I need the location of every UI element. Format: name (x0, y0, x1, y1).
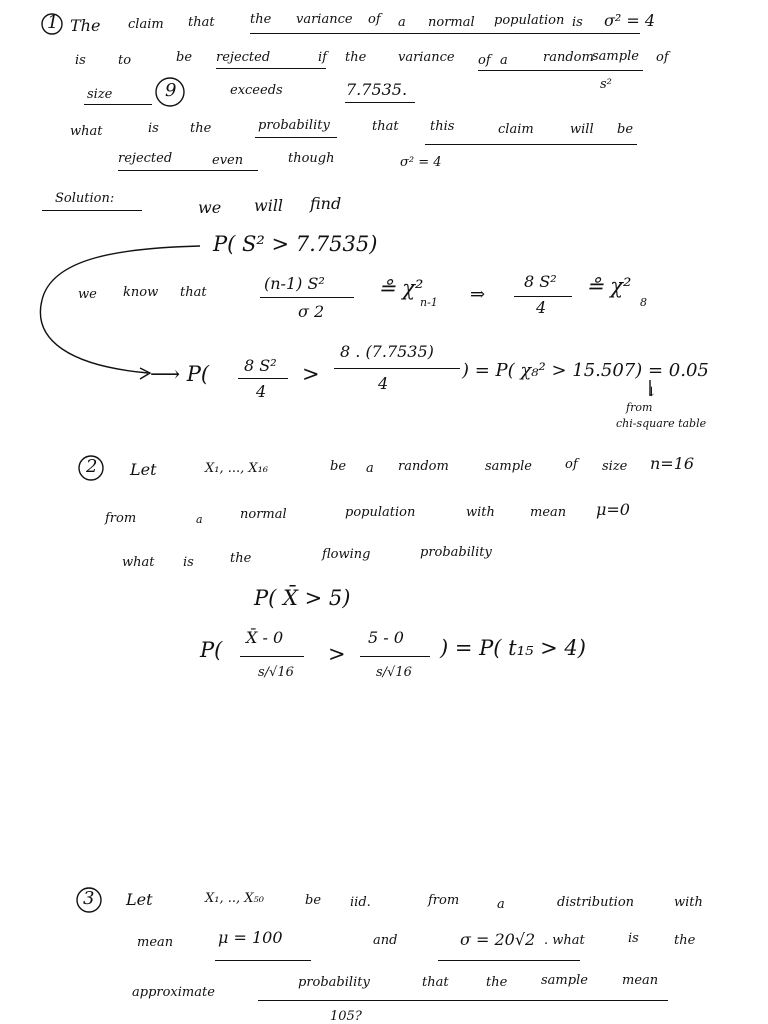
p2-eq-open: P( (200, 638, 223, 662)
final-denominator-1: 4 (256, 382, 267, 401)
p1-word: The (70, 16, 101, 35)
p2-line3-word: is (183, 555, 194, 570)
p1-line2-word: be (176, 50, 193, 65)
table-note: from (626, 401, 653, 414)
p1-word: population (494, 13, 565, 28)
underline (478, 70, 643, 71)
p1-line4-word: the (190, 121, 212, 136)
p2-line1-word: a (366, 461, 374, 476)
solution-word: we (198, 198, 222, 217)
p1-word: claim (128, 17, 164, 32)
p3-line1-word: iid. (350, 895, 371, 910)
p1-line5-word: rejected (118, 151, 173, 166)
p3-line3-word: approximate (132, 985, 215, 1000)
p2-line1-word: n=16 (650, 454, 695, 473)
underline (345, 102, 415, 103)
underline (438, 960, 580, 961)
solution-word: we (78, 287, 97, 302)
p1-line4-word: be (617, 122, 634, 137)
problem-2-number: 2 (86, 456, 98, 477)
solution-label: Solution: (55, 191, 115, 206)
problem-1-number: 1 (47, 12, 59, 33)
final-denominator-2: 4 (378, 374, 389, 393)
p1-word: of (368, 12, 381, 27)
underline (215, 960, 311, 961)
fraction-bar (238, 378, 288, 379)
p1-line4-word: what (70, 124, 103, 139)
p3-line2-word: . what (544, 933, 585, 948)
target-probability: P( S² > 7.7535) (213, 232, 378, 256)
ratio2-denominator: 4 (536, 298, 547, 317)
ratio-denominator: σ 2 (298, 302, 325, 321)
final-numerator-2: 8 . (7.7535) (340, 342, 434, 361)
chi-square-df: n-1 (420, 296, 438, 309)
p3-line1-word: Let (126, 890, 153, 909)
p3-line2-word: μ = 100 (218, 928, 283, 947)
p2-line2-word: normal (240, 507, 287, 522)
p2-line1-word: be (330, 459, 347, 474)
p1-word: the (250, 12, 272, 27)
p2-line1-word: sample (485, 459, 532, 474)
p1-line4-word: claim (498, 122, 534, 137)
final-numerator-1: 8 S² (244, 356, 277, 375)
p1-word: variance (296, 12, 353, 27)
p1-word: σ² = 4 (604, 11, 656, 30)
solution-word: find (310, 194, 342, 213)
p1-line2-word: if (318, 50, 327, 65)
implies-arrow: ⇒ (470, 284, 486, 305)
fraction-bar (360, 656, 430, 657)
underline (118, 170, 258, 171)
chi-square-dist: ≗ χ² (378, 276, 424, 300)
p3-line2-word: σ = 20√2 (460, 930, 536, 949)
underline (216, 68, 326, 69)
p2-line3-word: probability (420, 545, 492, 560)
underline (258, 1000, 668, 1001)
p3-line1-word: X₁, .., X₅₀ (205, 891, 264, 906)
chi-square-dist-8: ≗ χ² (586, 274, 632, 298)
p3-line4-text: 105? (330, 1009, 362, 1024)
underline (255, 137, 337, 138)
p2-line2-word: μ=0 (596, 500, 630, 519)
p2-line2-word: with (466, 505, 495, 520)
p1-line2-word: to (118, 53, 132, 68)
p3-line1-word: from (428, 893, 460, 908)
p1-line4-word: this (430, 119, 455, 134)
fraction-bar (260, 297, 354, 298)
p1-word: a (398, 15, 406, 30)
p1-line2-word: the (345, 50, 367, 65)
p2-line1-word: size (602, 459, 628, 474)
p2-line3-word: the (230, 551, 252, 566)
table-note: chi-square table (616, 417, 707, 430)
p2-line2-word: a (196, 513, 203, 526)
underline (42, 210, 142, 211)
p1-line2-word: is (75, 53, 86, 68)
p2-eq-numerator-1: X̄ - 0 (246, 628, 284, 647)
p3-line1-word: distribution (557, 895, 635, 910)
fraction-bar (240, 656, 304, 657)
p3-line3-word: the (486, 975, 508, 990)
p1-line2-word: a (500, 53, 508, 68)
p1-line2-word: of (656, 50, 669, 65)
p2-line1-word: of (565, 457, 578, 472)
p2-target-probability: P( X̄ > 5) (254, 586, 351, 610)
p3-line2-word: is (628, 931, 639, 946)
p1-line2-word: sample (592, 49, 639, 64)
p1-line4-word: is (148, 121, 159, 136)
underline (425, 144, 637, 145)
p1-line2-word: of (478, 53, 491, 68)
p1-line2-word: random (543, 50, 594, 65)
p2-line2-word: mean (530, 505, 567, 520)
p2-eq-denominator-2: s/√16 (376, 665, 412, 680)
p1-line5-word: though (288, 151, 335, 166)
p2-line1-word: random (398, 459, 449, 474)
p2-line1-word: Let (130, 460, 157, 479)
p1-line3-word: size (87, 87, 113, 102)
final-p-open: ⟶ P( (150, 362, 210, 386)
p1-word: is (572, 15, 583, 30)
fraction-bar (514, 296, 572, 297)
p3-line2-word: and (373, 933, 398, 948)
underline (84, 104, 152, 105)
p3-line3-word: sample (541, 973, 588, 988)
p2-eq-gt: > (328, 642, 346, 666)
p1-line4-word: will (570, 122, 594, 137)
problem-3-number: 3 (83, 888, 95, 909)
p2-line1-word: X₁, ..., X₁₆ (205, 461, 269, 476)
p2-eq-result: ) = P( t₁₅ > 4) (440, 636, 586, 660)
p1-line3-word: exceeds (230, 83, 283, 98)
p1-line4-word: that (372, 119, 399, 134)
p3-line1-word: with (674, 895, 703, 910)
p3-line1-word: a (497, 897, 505, 912)
p3-line3-word: that (422, 975, 449, 990)
p3-line1-word: be (305, 893, 322, 908)
p1-word: that (188, 15, 215, 30)
connector-arrow-head (140, 368, 150, 379)
final-result: ) = P( χ₈² > 15.507) = 0.05 (462, 360, 709, 381)
p3-line2-word: the (674, 933, 696, 948)
p3-line2-word: mean (137, 935, 174, 950)
solution-word: will (254, 196, 284, 215)
p1-line5-word: σ² = 4 (400, 155, 442, 170)
p1-line5-word: even (212, 153, 244, 168)
p1-line4-word: probability (258, 118, 330, 133)
down-arrow: ↓ (646, 385, 657, 400)
p2-eq-numerator-2: 5 - 0 (368, 628, 404, 647)
p1-line2-word: variance (398, 50, 455, 65)
ratio2-numerator: 8 S² (524, 272, 557, 291)
sample-size-circled: 9 (165, 80, 177, 101)
solution-word: that (180, 285, 207, 300)
greater-than: > (302, 362, 320, 386)
chi-square-df-8: 8 (640, 296, 647, 309)
p2-line3-word: what (122, 555, 155, 570)
p2-line2-word: population (345, 505, 416, 520)
critical-value: 7.7535. (346, 80, 408, 99)
p1-line2-word: rejected (216, 50, 271, 65)
p2-line2-word: from (105, 511, 137, 526)
ratio-numerator: (n-1) S² (264, 274, 325, 293)
p2-line3-word: flowing (322, 547, 371, 562)
solution-word: know (123, 285, 159, 300)
p1-word: normal (428, 15, 475, 30)
p3-line3-word: probability (298, 975, 370, 990)
connector-arrow (40, 246, 200, 373)
fraction-bar (334, 368, 460, 369)
p2-eq-denominator-1: s/√16 (258, 665, 294, 680)
p1-line3-word: s² (600, 77, 612, 92)
underline (250, 33, 640, 34)
p3-line3-word: mean (622, 973, 659, 988)
